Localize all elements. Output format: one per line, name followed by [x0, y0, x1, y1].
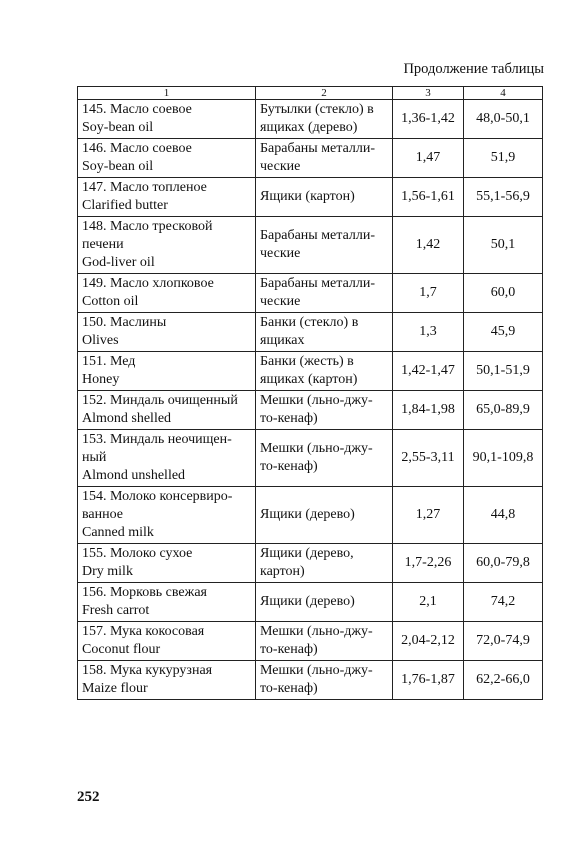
- packaging-cell: [256, 100, 393, 139]
- table-row: [78, 313, 543, 352]
- cell-line: Cotton oil: [82, 294, 139, 309]
- volume-range-cell: 60,0-79,8: [464, 544, 543, 583]
- cell-line: Ящики (дерево): [260, 594, 355, 609]
- table-row: [78, 430, 543, 487]
- packaging-cell: [256, 430, 393, 487]
- cell-line: Банки (жесть) в: [260, 354, 354, 369]
- cell-line: Барабаны металли-: [260, 276, 376, 291]
- cell-line: Honey: [82, 372, 120, 387]
- cell-line: 150. Маслины: [82, 315, 167, 330]
- packaging-cell: [256, 622, 393, 661]
- cell-line: Ящики (картон): [260, 189, 355, 204]
- volume-range-cell: 50,1-51,9: [464, 352, 543, 391]
- value-range-cell: 2,1: [393, 583, 464, 622]
- packaging-cell: [256, 217, 393, 274]
- table-body: [78, 100, 543, 700]
- volume-range-cell: 50,1: [464, 217, 543, 274]
- table-row: [78, 661, 543, 700]
- cell-line: Almond shelled: [82, 411, 172, 426]
- product-cell: [78, 139, 256, 178]
- value-range-cell: 1,3: [393, 313, 464, 352]
- product-cell: [78, 430, 256, 487]
- cell-line: Dry milk: [82, 564, 133, 579]
- cell-line: Clarified butter: [82, 198, 168, 213]
- value-range-cell: 1,76-1,87: [393, 661, 464, 700]
- cell-line: Барабаны металли-: [260, 228, 376, 243]
- cell-line: Барабаны металли-: [260, 141, 376, 156]
- table-row: [78, 391, 543, 430]
- product-cell: [78, 313, 256, 352]
- cell-line: 148. Масло тресковой: [82, 219, 213, 234]
- packaging-cell: [256, 313, 393, 352]
- volume-range-cell: 72,0-74,9: [464, 622, 543, 661]
- cell-line: Мешки (льно-джу-: [260, 624, 373, 639]
- column-header: 3: [393, 87, 464, 100]
- cell-line: то-кенаф): [260, 459, 318, 474]
- cell-line: то-кенаф): [260, 681, 318, 696]
- table-row: [78, 622, 543, 661]
- packaging-cell: [256, 661, 393, 700]
- cell-line: печени: [82, 237, 124, 252]
- cell-line: Ящики (дерево,: [260, 546, 354, 561]
- product-cell: [78, 274, 256, 313]
- value-range-cell: 2,55-3,11: [393, 430, 464, 487]
- cell-line: 152. Миндаль очищенный: [82, 393, 238, 408]
- packaging-cell: [256, 487, 393, 544]
- table-row: [78, 217, 543, 274]
- value-range-cell: 1,47: [393, 139, 464, 178]
- page-number: 252: [77, 789, 100, 805]
- data-table: [77, 86, 543, 700]
- value-range-cell: 1,7-2,26: [393, 544, 464, 583]
- cell-line: картон): [260, 564, 305, 579]
- cell-line: 153. Миндаль неочищен-: [82, 432, 232, 447]
- product-cell: [78, 217, 256, 274]
- cell-line: 154. Молоко консервиро-: [82, 489, 233, 504]
- product-cell: [78, 661, 256, 700]
- table-row: [78, 274, 543, 313]
- cell-line: Soy-bean oil: [82, 159, 154, 174]
- volume-range-cell: 65,0-89,9: [464, 391, 543, 430]
- cell-line: Мешки (льно-джу-: [260, 441, 373, 456]
- cell-line: God-liver oil: [82, 255, 155, 270]
- cell-line: ческие: [260, 159, 301, 174]
- value-range-cell: 1,56-1,61: [393, 178, 464, 217]
- cell-line: Мешки (льно-джу-: [260, 663, 373, 678]
- cell-line: то-кенаф): [260, 642, 318, 657]
- packaging-cell: [256, 274, 393, 313]
- cell-line: Canned milk: [82, 525, 154, 540]
- volume-range-cell: 55,1-56,9: [464, 178, 543, 217]
- packaging-cell: [256, 544, 393, 583]
- packaging-cell: [256, 583, 393, 622]
- volume-range-cell: 90,1-109,8: [464, 430, 543, 487]
- cell-line: Fresh carrot: [82, 603, 150, 618]
- column-header: 4: [464, 87, 543, 100]
- cell-line: Ящики (дерево): [260, 507, 355, 522]
- value-range-cell: 1,27: [393, 487, 464, 544]
- value-range-cell: 1,84-1,98: [393, 391, 464, 430]
- table-row: [78, 178, 543, 217]
- table-row: [78, 139, 543, 178]
- product-cell: [78, 487, 256, 544]
- product-cell: [78, 622, 256, 661]
- volume-range-cell: 60,0: [464, 274, 543, 313]
- cell-line: 147. Масло топленое: [82, 180, 207, 195]
- cell-line: Almond unshelled: [82, 468, 186, 483]
- value-range-cell: 2,04-2,12: [393, 622, 464, 661]
- cell-line: Мешки (льно-джу-: [260, 393, 373, 408]
- cell-line: Бутылки (стекло) в: [260, 102, 374, 117]
- cell-line: ческие: [260, 246, 301, 261]
- volume-range-cell: 51,9: [464, 139, 543, 178]
- cell-line: 151. Мед: [82, 354, 136, 369]
- volume-range-cell: 45,9: [464, 313, 543, 352]
- cell-line: ящиках: [260, 333, 305, 348]
- packaging-cell: [256, 178, 393, 217]
- product-cell: [78, 544, 256, 583]
- value-range-cell: 1,42-1,47: [393, 352, 464, 391]
- cell-line: Банки (стекло) в: [260, 315, 359, 330]
- product-cell: [78, 583, 256, 622]
- value-range-cell: 1,42: [393, 217, 464, 274]
- column-header: 1: [78, 87, 256, 100]
- value-range-cell: 1,36-1,42: [393, 100, 464, 139]
- volume-range-cell: 74,2: [464, 583, 543, 622]
- table-row: [78, 352, 543, 391]
- cell-line: 157. Мука кокосовая: [82, 624, 205, 639]
- cell-line: 158. Мука кукурузная: [82, 663, 213, 678]
- product-cell: [78, 178, 256, 217]
- packaging-cell: [256, 391, 393, 430]
- table-header-row: [78, 87, 543, 100]
- cell-line: ванное: [82, 507, 124, 522]
- volume-range-cell: 44,8: [464, 487, 543, 544]
- product-cell: [78, 100, 256, 139]
- product-cell: [78, 391, 256, 430]
- cell-line: Soy-bean oil: [82, 120, 154, 135]
- cell-line: 155. Молоко сухое: [82, 546, 193, 561]
- volume-range-cell: 48,0-50,1: [464, 100, 543, 139]
- cell-line: ящиках (дерево): [260, 120, 358, 135]
- cell-line: то-кенаф): [260, 411, 318, 426]
- cell-line: Maize flour: [82, 681, 148, 696]
- table-caption: Продолжение таблицы: [403, 61, 544, 77]
- value-range-cell: 1,7: [393, 274, 464, 313]
- packaging-cell: [256, 139, 393, 178]
- table-row: [78, 583, 543, 622]
- cell-line: 149. Масло хлопковое: [82, 276, 214, 291]
- packaging-cell: [256, 352, 393, 391]
- volume-range-cell: 62,2-66,0: [464, 661, 543, 700]
- cell-line: ный: [82, 450, 107, 465]
- cell-line: 145. Масло соевое: [82, 102, 192, 117]
- cell-line: Coconut flour: [82, 642, 161, 657]
- cell-line: 156. Морковь свежая: [82, 585, 207, 600]
- cell-line: Olives: [82, 333, 119, 348]
- cell-line: 146. Масло соевое: [82, 141, 192, 156]
- product-cell: [78, 352, 256, 391]
- table-row: [78, 100, 543, 139]
- table-row: [78, 487, 543, 544]
- cell-line: ческие: [260, 294, 301, 309]
- cell-line: ящиках (картон): [260, 372, 358, 387]
- table-row: [78, 544, 543, 583]
- column-header: 2: [256, 87, 393, 100]
